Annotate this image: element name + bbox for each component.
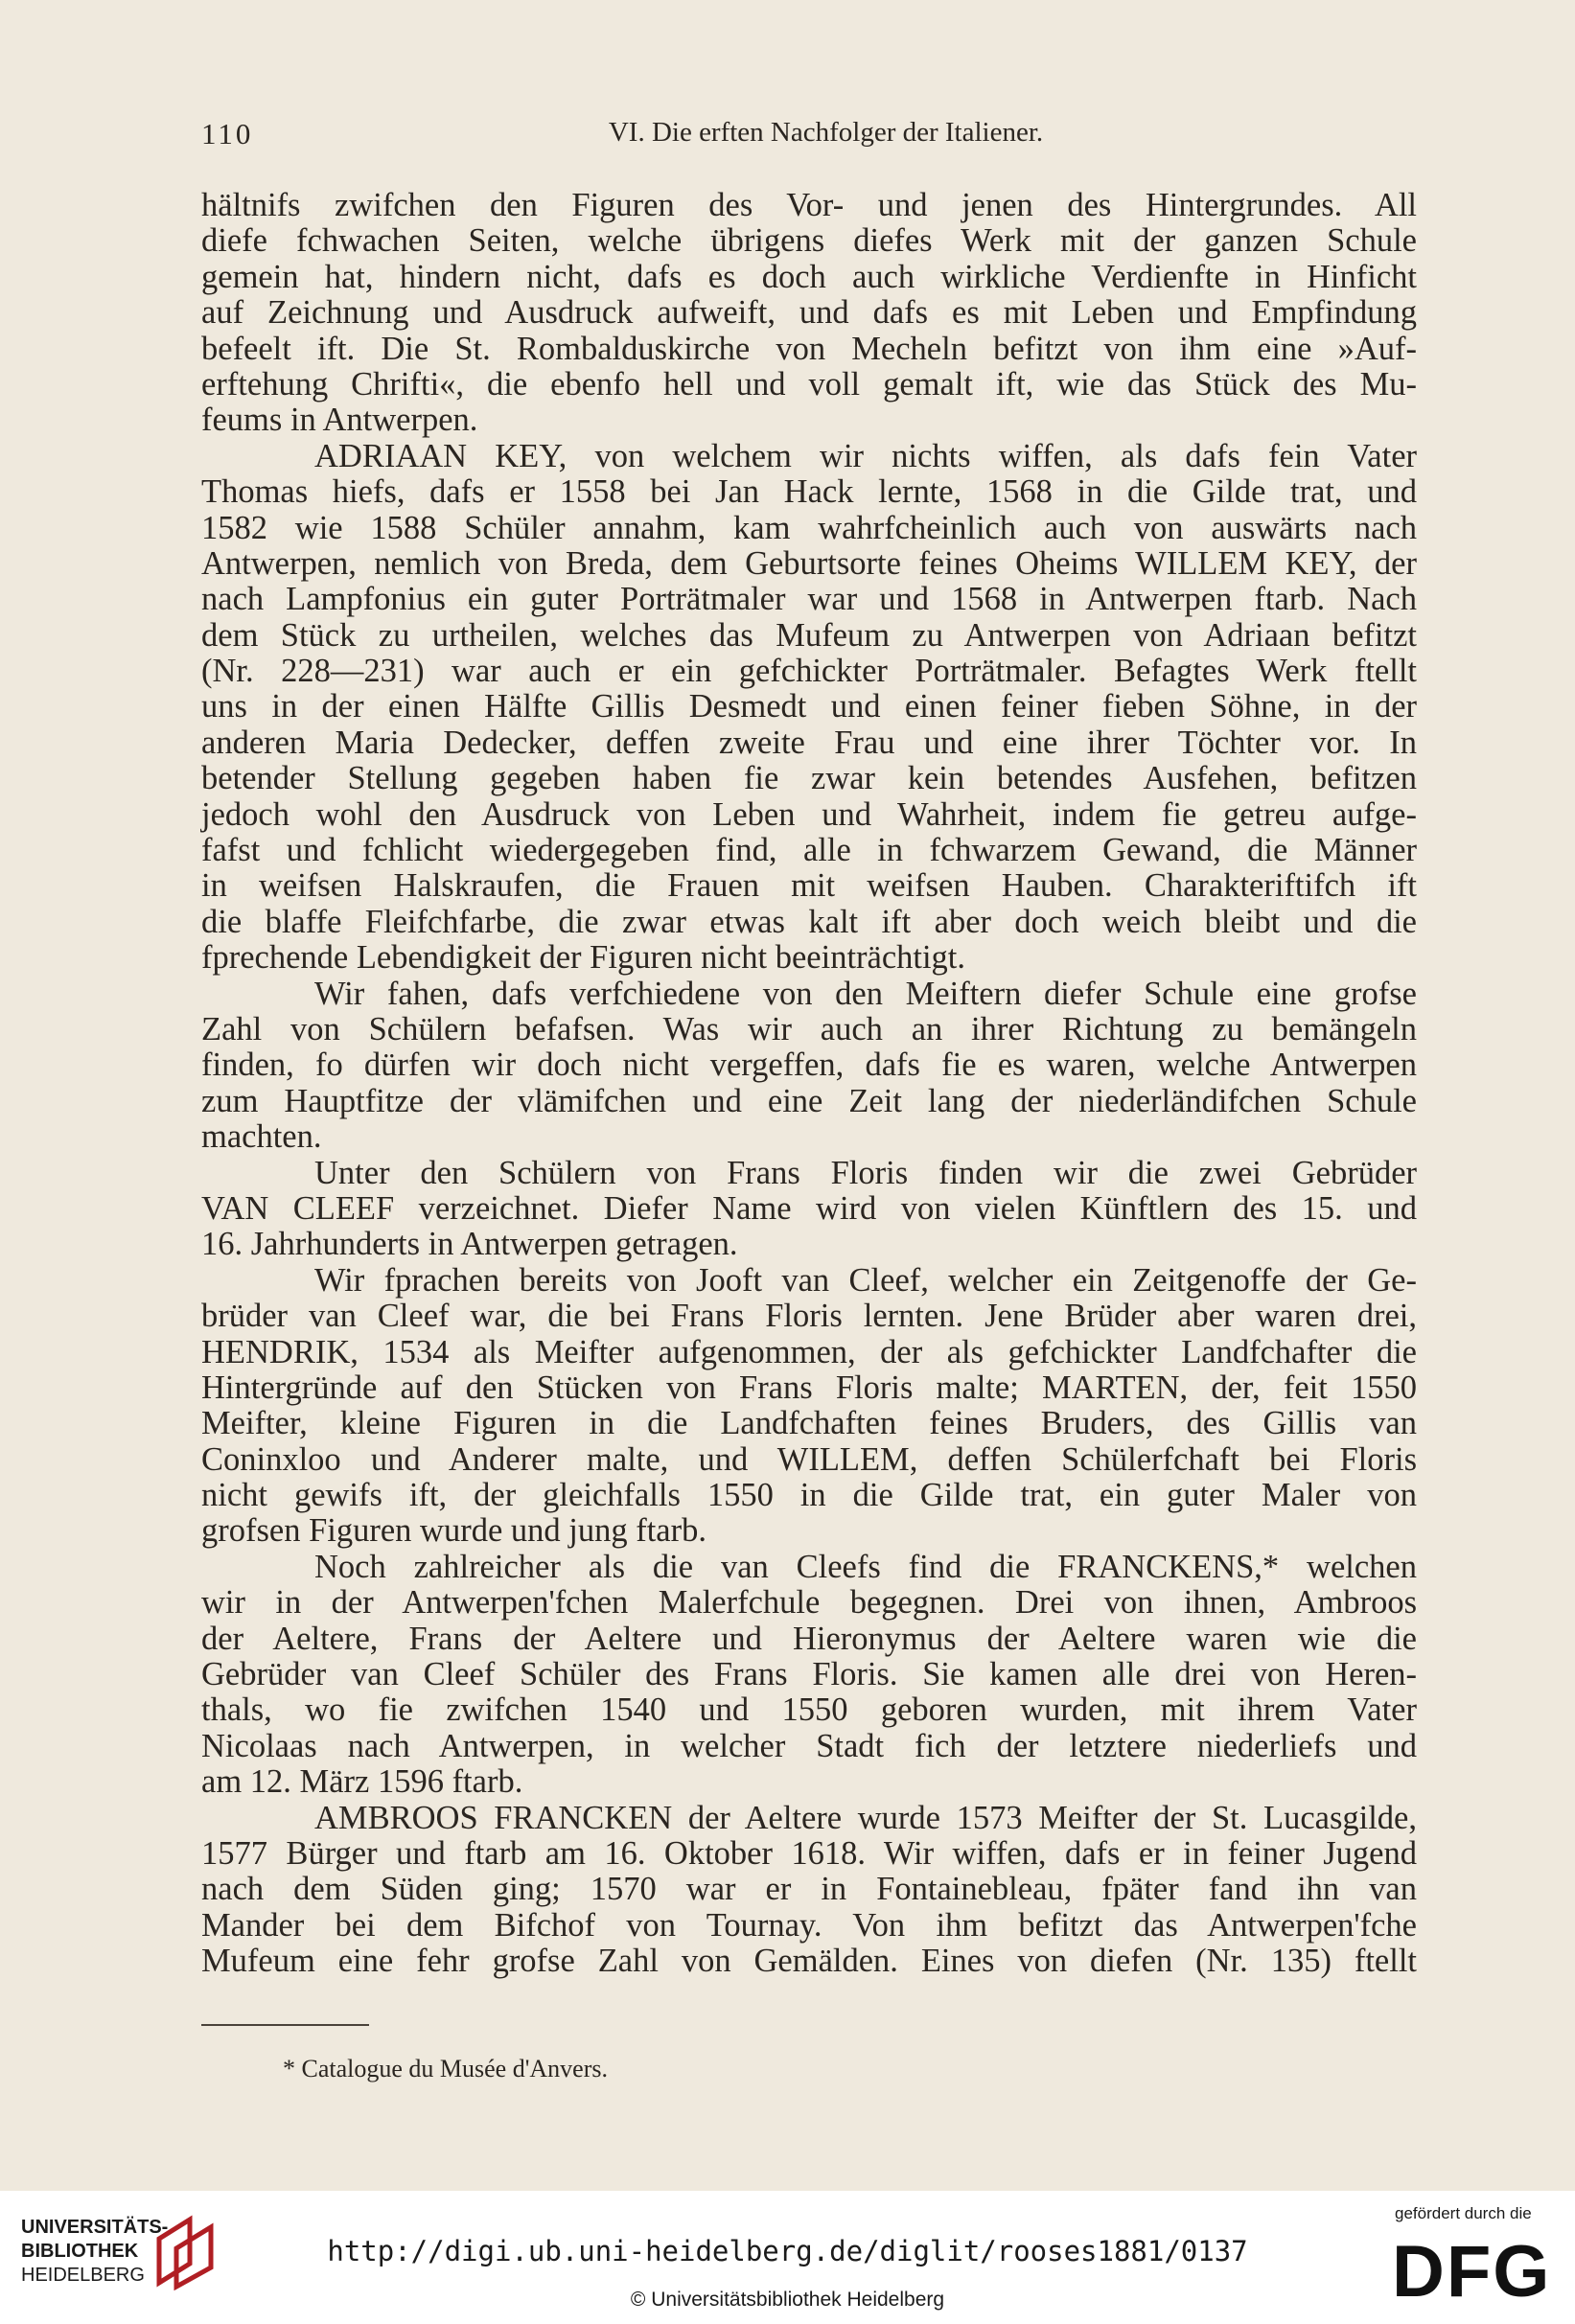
text-line: VAN CLEEF verzeichnet. Diefer Name wird von vielen Künftlern des 15. und (201, 1189, 1417, 1227)
text-line: der Aeltere, Frans der Aeltere und Hieronymus der Aeltere waren wie die (201, 1620, 1417, 1657)
text-line: ADRIAAN KEY, von welchem wir nichts wiffen, als dafs fein Vater (314, 437, 1417, 474)
text-line: Unter den Schülern von Frans Floris finden wir die zwei Gebrüder (314, 1154, 1417, 1191)
text-line: (Nr. 228—231) war auch er ein gefchickter Porträtmaler. Befagtes Werk ftellt (201, 653, 1417, 690)
text-line: Wir fahen, dafs verfchiedene von den Meiftern diefer Schule eine grofse (314, 975, 1417, 1012)
text-line: Mufeum eine fehr grofse Zahl von Gemälden. Eines von diefen (Nr. 135) ftellt (201, 1943, 1417, 1980)
text-line: anderen Maria Dedecker, deffen zweite Frau und eine ihrer Töchter vor. In (201, 724, 1417, 761)
text-line: fafst und fchlicht wiedergegeben find, alle in fchwarzem Gewand, die Männer (201, 832, 1417, 869)
text-line: Nicolaas nach Antwerpen, in welcher Stadt fich der letztere niederliefs und (201, 1727, 1417, 1764)
text-line: dem Stück zu urtheilen, welches das Mufeum zu Antwerpen von Adriaan befitzt (201, 616, 1417, 654)
text-line: Zahl von Schülern befafsen. Was wir auch an ihrer Richtung zu bemängeln (201, 1010, 1417, 1047)
text-line: 1582 wie 1588 Schüler annahm, kam wahrfcheinlich auch von auswärts nach (201, 509, 1417, 546)
text-line: brüder van Cleef war, die bei Frans Floris lernten. Jene Brüder aber waren drei, (201, 1298, 1417, 1335)
text-line: zum Hauptfitze der vlämifchen und eine Zeit lang der niederländifchen Schule (201, 1082, 1417, 1119)
text-line: uns in der einen Hälfte Gillis Desmedt und einen feiner fieben Söhne, in der (201, 688, 1417, 725)
running-title: VI. Die erften Nachfolger der Italiener. (608, 117, 1044, 148)
text-line: Thomas hiefs, dafs er 1558 bei Jan Hack lernte, 1568 in die Gilde trat, und (201, 473, 1417, 511)
text-line: fprechende Lebendigkeit der Figuren nicht beeinträchtigt. (201, 939, 966, 977)
dfg-logo: DFG (1392, 2231, 1552, 2312)
text-line: AMBROOS FRANCKEN der Aeltere wurde 1573 Meifter der St. Lucasgilde, (314, 1799, 1417, 1836)
text-line: Gebrüder van Cleef Schüler des Frans Floris. Sie kamen alle drei von Heren- (201, 1656, 1417, 1693)
text-line: befeelt ift. Die St. Rombalduskirche von Mecheln befitzt von ihm eine »Auf- (201, 330, 1417, 367)
text-line: Antwerpen, nemlich von Breda, dem Geburtsorte feines Oheims WILLEM KEY, der (201, 544, 1417, 582)
copyright-notice: © Universitätsbibliothek Heidelberg (630, 2289, 945, 2311)
text-line: HENDRIK, 1534 als Meifter aufgenommen, der als gefchickter Landfchafter die (201, 1333, 1417, 1370)
text-line: auf Zeichnung und Ausdruck aufweift, und dafs es mit Leben und Empfindung (201, 294, 1417, 332)
text-line: nach dem Süden ging; 1570 war er in Fontainebleau, fpäter fand ihn van (201, 1871, 1417, 1908)
text-line: erftehung Chrifti«, die ebenfo hell und voll gemalt ift, wie das Stück des Mu- (201, 365, 1417, 403)
text-line: betender Stellung gegeben haben fie zwar kein betendes Ausfehen, befitzen (201, 760, 1417, 797)
body-text (201, 188, 1417, 1980)
text-line: grofsen Figuren wurde und jung ftarb. (201, 1512, 706, 1550)
text-line: Wir fprachen bereits von Jooft van Cleef, welcher ein Zeitgenoffe der Ge- (314, 1261, 1417, 1299)
text-line: nicht gewifs ift, der gleichfalls 1550 in die Gilde trat, ein guter Maler von (201, 1477, 1417, 1514)
footnote: * Catalogue du Musée d'Anvers. (283, 2055, 609, 2082)
text-line: Mander bei dem Bifchof von Tournay. Von ihm befitzt das Antwerpen'fche (201, 1906, 1417, 1944)
text-line: Coninxloo und Anderer malte, und WILLEM, deffen Schülerfchaft bei Floris (201, 1440, 1417, 1478)
library-name-line1: UNIVERSITÄTS- (21, 2217, 169, 2238)
funded-by-label: gefördert durch die (1395, 2204, 1532, 2222)
text-line: 1577 Bürger und ftarb am 16. Oktober 1618. Wir wiffen, dafs er in feiner Jugend (201, 1834, 1417, 1872)
text-line: die blaffe Fleifchfarbe, die zwar etwas kalt ift aber doch weich bleibt und die (201, 903, 1417, 940)
text-line: diefe fchwachen Seiten, welche übrigens diefes Werk mit der ganzen Schule (201, 222, 1417, 260)
permalink-url[interactable]: http://digi.ub.uni-heidelberg.de/diglit/rooses1881/0137 (327, 2235, 1248, 2267)
text-line: machten. (201, 1118, 322, 1156)
text-line: Hintergründe auf den Stücken von Frans Floris malte; MARTEN, der, feit 1550 (201, 1369, 1417, 1406)
text-line: in weifsen Halskraufen, die Frauen mit weifsen Hauben. Charakteriftifch ift (201, 867, 1417, 905)
text-line: gemein hat, hindern nicht, dafs es doch auch wirkliche Verdienfte in Hinficht (201, 258, 1417, 295)
text-line: feums in Antwerpen. (201, 402, 478, 439)
footnote-rule (201, 2024, 369, 2026)
text-line: jedoch wohl den Ausdruck von Leben und Wahrheit, indem fie getreu aufge- (201, 795, 1417, 833)
text-line: Meifter, kleine Figuren in die Landfchaften feines Bruders, des Gillis van (201, 1405, 1417, 1442)
page-number: 110 (201, 117, 254, 150)
text-line: finden, fo dürfen wir doch nicht vergeffen, dafs fie es waren, welche Antwerpen (201, 1047, 1417, 1084)
library-name-line3: HEIDELBERG (21, 2265, 145, 2286)
text-line: thals, wo fie zwifchen 1540 und 1550 geboren wurden, mit ihrem Vater (201, 1691, 1417, 1729)
text-line: Noch zahlreicher als die van Cleefs find die FRANCKENS,* welchen (314, 1548, 1417, 1585)
text-line: 16. Jahrhunderts in Antwerpen getragen. (201, 1226, 738, 1263)
text-line: hältnifs zwifchen den Figuren des Vor- und jenen des Hintergrundes. All (201, 187, 1417, 223)
text-line: wir in der Antwerpen'fchen Malerfchule begegnen. Drei von ihnen, Ambroos (201, 1584, 1417, 1622)
text-line: nach Lampfonius ein guter Porträtmaler war und 1568 in Antwerpen ftarb. Nach (201, 581, 1417, 618)
text-line: am 12. März 1596 ftarb. (201, 1763, 523, 1801)
library-name-line2: BIBLIOTHEK (21, 2241, 139, 2262)
